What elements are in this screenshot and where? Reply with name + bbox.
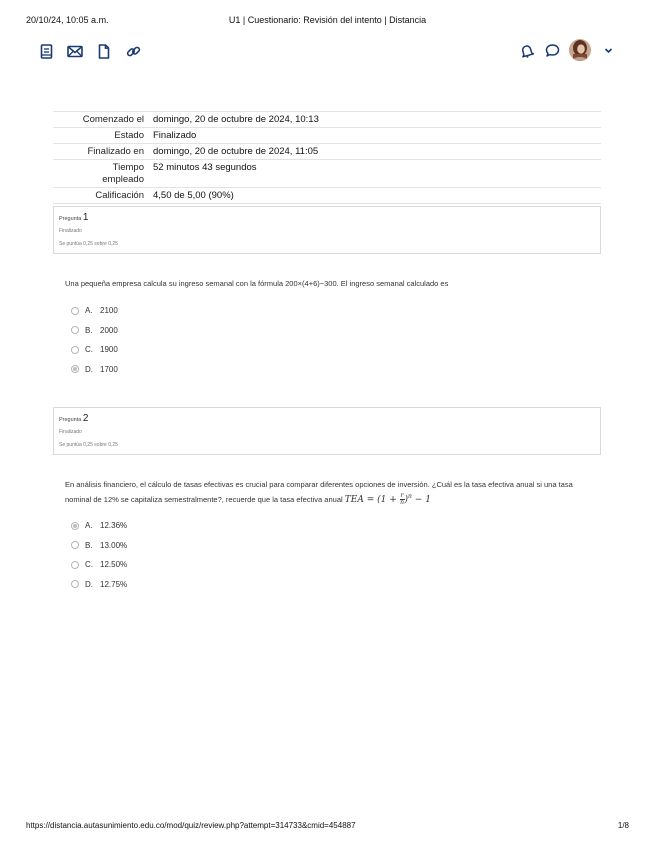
print-title: U1 | Cuestionario: Revisión del intento | Distancia [228, 15, 427, 25]
question-grade: Se puntúa 0,25 sobre 0,25 [59, 241, 118, 247]
formula-numerator: r [400, 492, 404, 499]
option-letter: A. [85, 521, 93, 531]
print-header [26, 15, 629, 27]
question-state: Finalizado [59, 429, 82, 435]
option-letter: C. [85, 345, 93, 355]
question-label: Pregunta [59, 216, 82, 222]
summary-row [53, 144, 601, 160]
option-letter: D. [85, 579, 93, 589]
formula-eq: = [366, 495, 375, 505]
summary-label [53, 160, 150, 188]
question-info [53, 407, 601, 455]
document-icon[interactable] [96, 43, 112, 59]
radio-button[interactable] [71, 561, 79, 569]
summary-value: domingo, 20 de octubre de 2024, 11:05 [150, 144, 601, 160]
summary-row [53, 188, 601, 204]
option-text: 12.50% [100, 560, 128, 570]
answer-option[interactable] [71, 340, 118, 360]
user-menu [519, 39, 616, 61]
question-label: Pregunta [59, 417, 82, 423]
tea-formula [344, 492, 431, 506]
question-text-body: En análisis financiero, el cálculo de tasas efectivas es crucial para comparar diferentes opciones de inversión. ¿Cuál es la tasa efectiva anual si una tasa nominal de 12% se capitaliza semestralmente?, recuerde que la tasa efectiva anual [65, 480, 573, 504]
question-text [65, 479, 590, 506]
print-page-number: 1/8 [617, 821, 629, 830]
option-text: 12.75% [100, 579, 128, 589]
answer-option[interactable] [71, 536, 127, 556]
question-info [53, 206, 601, 254]
summary-row [53, 160, 601, 188]
book-icon[interactable] [38, 43, 54, 59]
answer-option[interactable] [71, 360, 118, 380]
option-letter: C. [85, 560, 93, 570]
envelope-icon[interactable] [67, 43, 83, 59]
radio-button[interactable] [71, 346, 79, 354]
question-number [59, 212, 88, 223]
radio-button[interactable] [71, 326, 79, 334]
formula-tail: − 1 [414, 495, 431, 505]
option-text: 2000 [100, 325, 118, 335]
question-state: Finalizado [59, 228, 82, 234]
answer-option[interactable] [71, 575, 127, 595]
summary-label: Calificación [53, 188, 150, 204]
summary-value: 52 minutos 43 segundos [150, 160, 601, 188]
option-text: 13.00% [100, 540, 128, 550]
option-text: 1700 [100, 364, 118, 374]
formula-exponent: n [408, 493, 412, 500]
print-date: 20/10/24, 10:05 a.m. [26, 15, 109, 25]
radio-button[interactable] [71, 307, 79, 315]
summary-row [53, 112, 601, 128]
bell-icon[interactable] [519, 42, 535, 58]
answer-options [71, 301, 118, 379]
option-text: 2100 [100, 306, 118, 316]
answer-option[interactable] [71, 516, 127, 536]
print-footer [26, 821, 629, 832]
attempt-summary [53, 111, 601, 204]
chat-icon[interactable] [544, 42, 560, 58]
question-text: Una pequeña empresa calcula su ingreso semanal con la fórmula 200×(4+6)−300. El ingreso semanal calculado es [65, 279, 449, 288]
option-letter: D. [85, 364, 93, 374]
radio-button[interactable] [71, 365, 79, 373]
summary-row [53, 128, 601, 144]
question-grade: Se puntúa 0,25 sobre 0,25 [59, 442, 118, 448]
question-number-value: 1 [82, 212, 89, 223]
answer-option[interactable] [71, 301, 118, 321]
formula-denominator: n [400, 499, 405, 506]
option-text: 1900 [100, 345, 118, 355]
question-number [59, 413, 88, 424]
radio-button[interactable] [71, 522, 79, 530]
avatar[interactable] [569, 39, 591, 61]
summary-label: Comenzado el [53, 112, 150, 128]
summary-value: 4,50 de 5,00 (90%) [150, 188, 601, 204]
summary-value: domingo, 20 de octubre de 2024, 10:13 [150, 112, 601, 128]
summary-label-text: Tiempo empleado [102, 162, 144, 185]
answer-option[interactable] [71, 555, 127, 575]
toolbar [38, 41, 141, 61]
question-number-value: 2 [82, 413, 89, 424]
formula-close: ) [404, 495, 409, 505]
summary-label: Finalizado en [53, 144, 150, 160]
answer-options [71, 516, 127, 594]
radio-button[interactable] [71, 580, 79, 588]
summary-value: Finalizado [150, 128, 601, 144]
answer-option[interactable] [71, 321, 118, 341]
option-letter: A. [85, 306, 93, 316]
formula-open: (1 + [377, 495, 397, 505]
print-url: https://distancia.autasunimiento.edu.co/mod/quiz/review.php?attempt=314733&cmid=454887 [26, 821, 356, 830]
option-letter: B. [85, 540, 93, 550]
summary-label: Estado [53, 128, 150, 144]
radio-button[interactable] [71, 541, 79, 549]
option-text: 12.36% [100, 521, 128, 531]
link-icon[interactable] [125, 43, 141, 59]
chevron-down-icon[interactable] [600, 42, 616, 58]
formula-lhs: TEA [344, 495, 364, 505]
option-letter: B. [85, 325, 93, 335]
